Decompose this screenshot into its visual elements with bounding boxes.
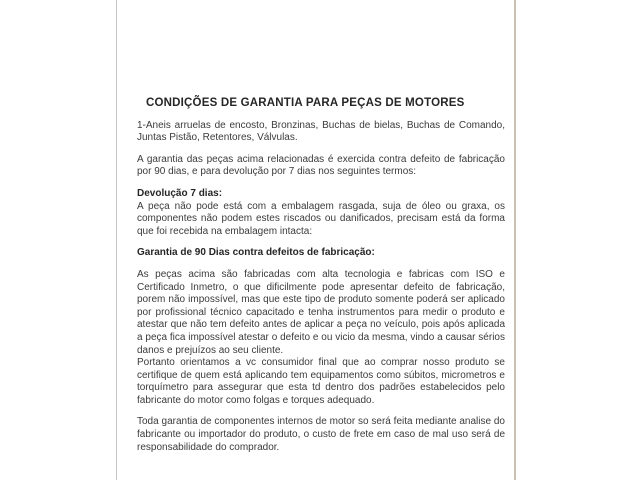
left-page-border [116, 0, 117, 480]
section-devolucao-body: A peça não pode está com a embalagem rasgada, suja de óleo ou graxa, os componentes não podem estes riscados ou danificados, precisam está da forma que foi recebida na embalagem intacta: [137, 200, 505, 237]
section-devolucao [137, 188, 505, 238]
section-garantia-90-dias-body-1: As peças acima são fabricadas com alta tecnologia e fabricas com ISO e Certificado Inmetro, o que dificilmente pode apresentar defeito de fabricação, porem não impossível, mas que este tipo de produto somente poderá ser aplicado por profissional técnico capacitado e tenha instrumentos para medir o produto e atestar que não tem defeito antes de aplicar a peça no veículo, pois após aplicada a peça fica impossível atestar o defeito e ou vicio da mesma, vindo a causar sérios danos e prejuízos ao seu cliente. [137, 268, 505, 356]
document-content [137, 97, 505, 463]
section-garantia-90-dias [137, 247, 505, 407]
parts-list-paragraph: 1-Aneis arruelas de encosto, Bronzinas, Buchas de bielas, Buchas de Comando, Juntas Pistão, Retentores, Válvulas. [137, 119, 505, 144]
right-page-border [514, 0, 516, 480]
section-devolucao-heading: Devolução 7 dias: [137, 187, 223, 199]
section-garantia-90-dias-body-2: Portanto orientamos a vc consumidor final que ao comprar nosso produto se certifique de quem está aplicando tem equipamentos como súbitos, micrometros e torquímetro para assegurar que esta td dentro dos padrões estabelecidos pelo fabricante do motor como folgas e torques adequado. [137, 357, 505, 406]
warranty-terms-paragraph: A garantia das peças acima relacionadas é exercida contra defeito de fabricação por 90 dias, e para devolução por 7 dias nos seguintes termos: [137, 153, 505, 178]
section-garantia-90-dias-heading: Garantia de 90 Dias contra defeitos de fabricação: [137, 247, 375, 259]
page-title: CONDIÇÕES DE GARANTIA PARA PEÇAS DE MOTORES [146, 97, 465, 109]
closing-paragraph: Toda garantia de componentes internos de motor so será feita mediante analise do fabricante ou importador do produto, o custo de frete em caso de mal uso será de responsabilidade do comprador. [137, 416, 505, 453]
